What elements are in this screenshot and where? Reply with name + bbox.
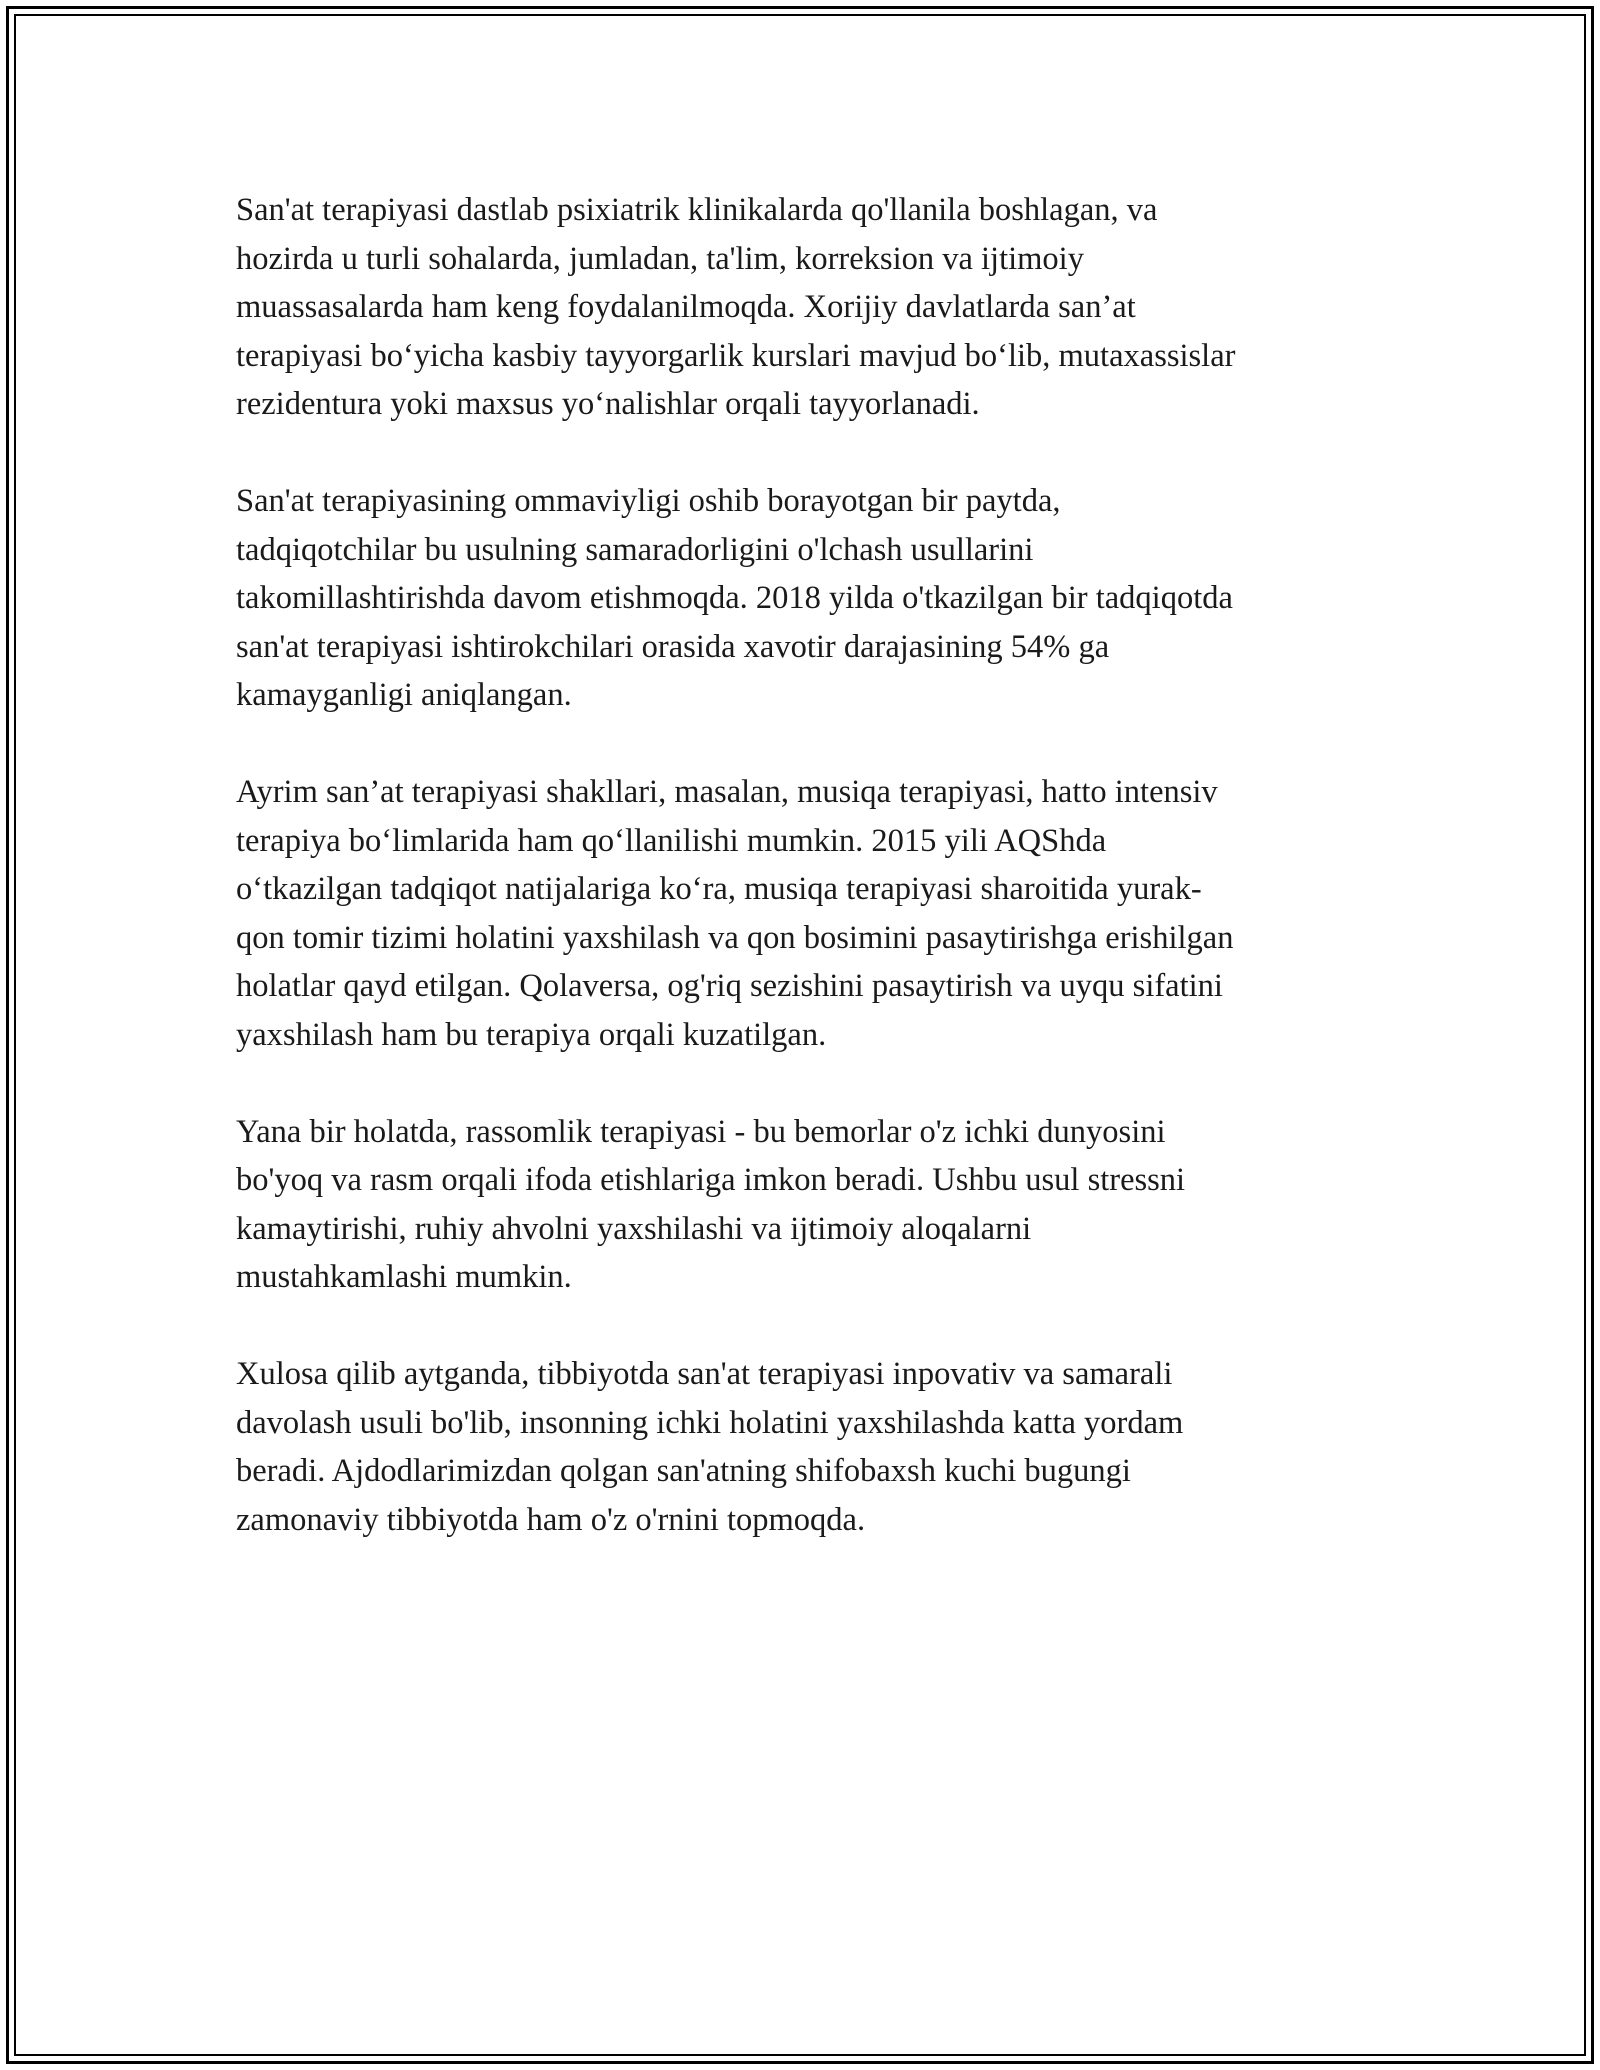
text-line: terapiya bo‘limlarida ham qo‘llanilishi mumkin. 2015 yili AQShda <box>236 822 1107 859</box>
text-line: kamayganligi aniqlangan. <box>236 677 572 713</box>
text-line: muassasalarda ham keng foydalanilmoqda. Xorijiy davlatlarda san’at <box>236 289 1136 325</box>
paragraph-3 <box>236 768 1366 1059</box>
text-line: kamaytirishi, ruhiy ahvolni yaxshilashi va ijtimoiy aloqalarni <box>236 1210 1032 1247</box>
text-line: terapiyasi bo‘yicha kasbiy tayyorgarlik kurslari mavjud bo‘lib, mutaxassislar <box>236 337 1236 374</box>
text-line: hozirda u turli sohalarda, jumladan, ta'lim, korreksion va ijtimoiy <box>236 240 1084 277</box>
paragraph-5 <box>236 1350 1366 1544</box>
text-line: rezidentura yoki maxsus yo‘nalishlar orqali tayyorlanadi. <box>236 386 980 422</box>
text-line: mustahkamlashi mumkin. <box>236 1259 572 1295</box>
text-line: beradi. Ajdodlarimizdan qolgan san'atning shifobaxsh kuchi bugungi <box>236 1453 1131 1489</box>
text-line: holatlar qayd etilgan. Qolaversa, og'riq sezishini pasaytirish va uyqu sifatini <box>236 968 1223 1004</box>
text-line: Ayrim san’at terapiyasi shakllari, masalan, musiqa terapiyasi, hatto intensiv <box>236 774 1218 810</box>
text-line: takomillashtirishda davom etishmoqda. 2018 yilda o'tkazilgan bir tadqiqotda <box>236 580 1233 616</box>
paragraph-2 <box>236 477 1366 720</box>
text-line: yaxshilash ham bu terapiya orqali kuzatilgan. <box>236 1016 827 1053</box>
text-line: San'at terapiyasining ommaviyligi oshib borayotgan bir paytda, <box>236 483 1061 519</box>
paragraph-4 <box>236 1108 1366 1302</box>
text-line: tadqiqotchilar bu usulning samaradorligini o'lchash usullarini <box>236 531 1034 568</box>
text-line: o‘tkazilgan tadqiqot natijalariga ko‘ra, musiqa terapiyasi sharoitida yurak- <box>236 871 1202 907</box>
text-line: Yana bir holatda, rassomlik terapiyasi - bu bemorlar o'z ichki dunyosini <box>236 1113 1166 1150</box>
document-body <box>236 186 1366 1593</box>
text-line: davolash usuli bo'lib, insonning ichki holatini yaxshilashda katta yordam <box>236 1404 1184 1441</box>
text-line: san'at terapiyasi ishtirokchilari orasida xavotir darajasining 54% ga <box>236 628 1110 665</box>
text-line: Xulosa qilib aytganda, tibbiyotda san'at terapiyasi inpovativ va samarali <box>236 1356 1173 1392</box>
text-line: San'at terapiyasi dastlab psixiatrik klinikalarda qo'llanila boshlagan, va <box>236 192 1158 228</box>
text-line: bo'yoq va rasm orqali ifoda etishlariga imkon beradi. Ushbu usul stressni <box>236 1162 1186 1198</box>
paragraph-1 <box>236 186 1366 429</box>
text-line: zamonaviy tibbiyotda ham o'z o'rnini topmoqda. <box>236 1501 866 1538</box>
text-line: qon tomir tizimi holatini yaxshilash va qon bosimini pasaytirishga erishilgan <box>236 919 1234 956</box>
